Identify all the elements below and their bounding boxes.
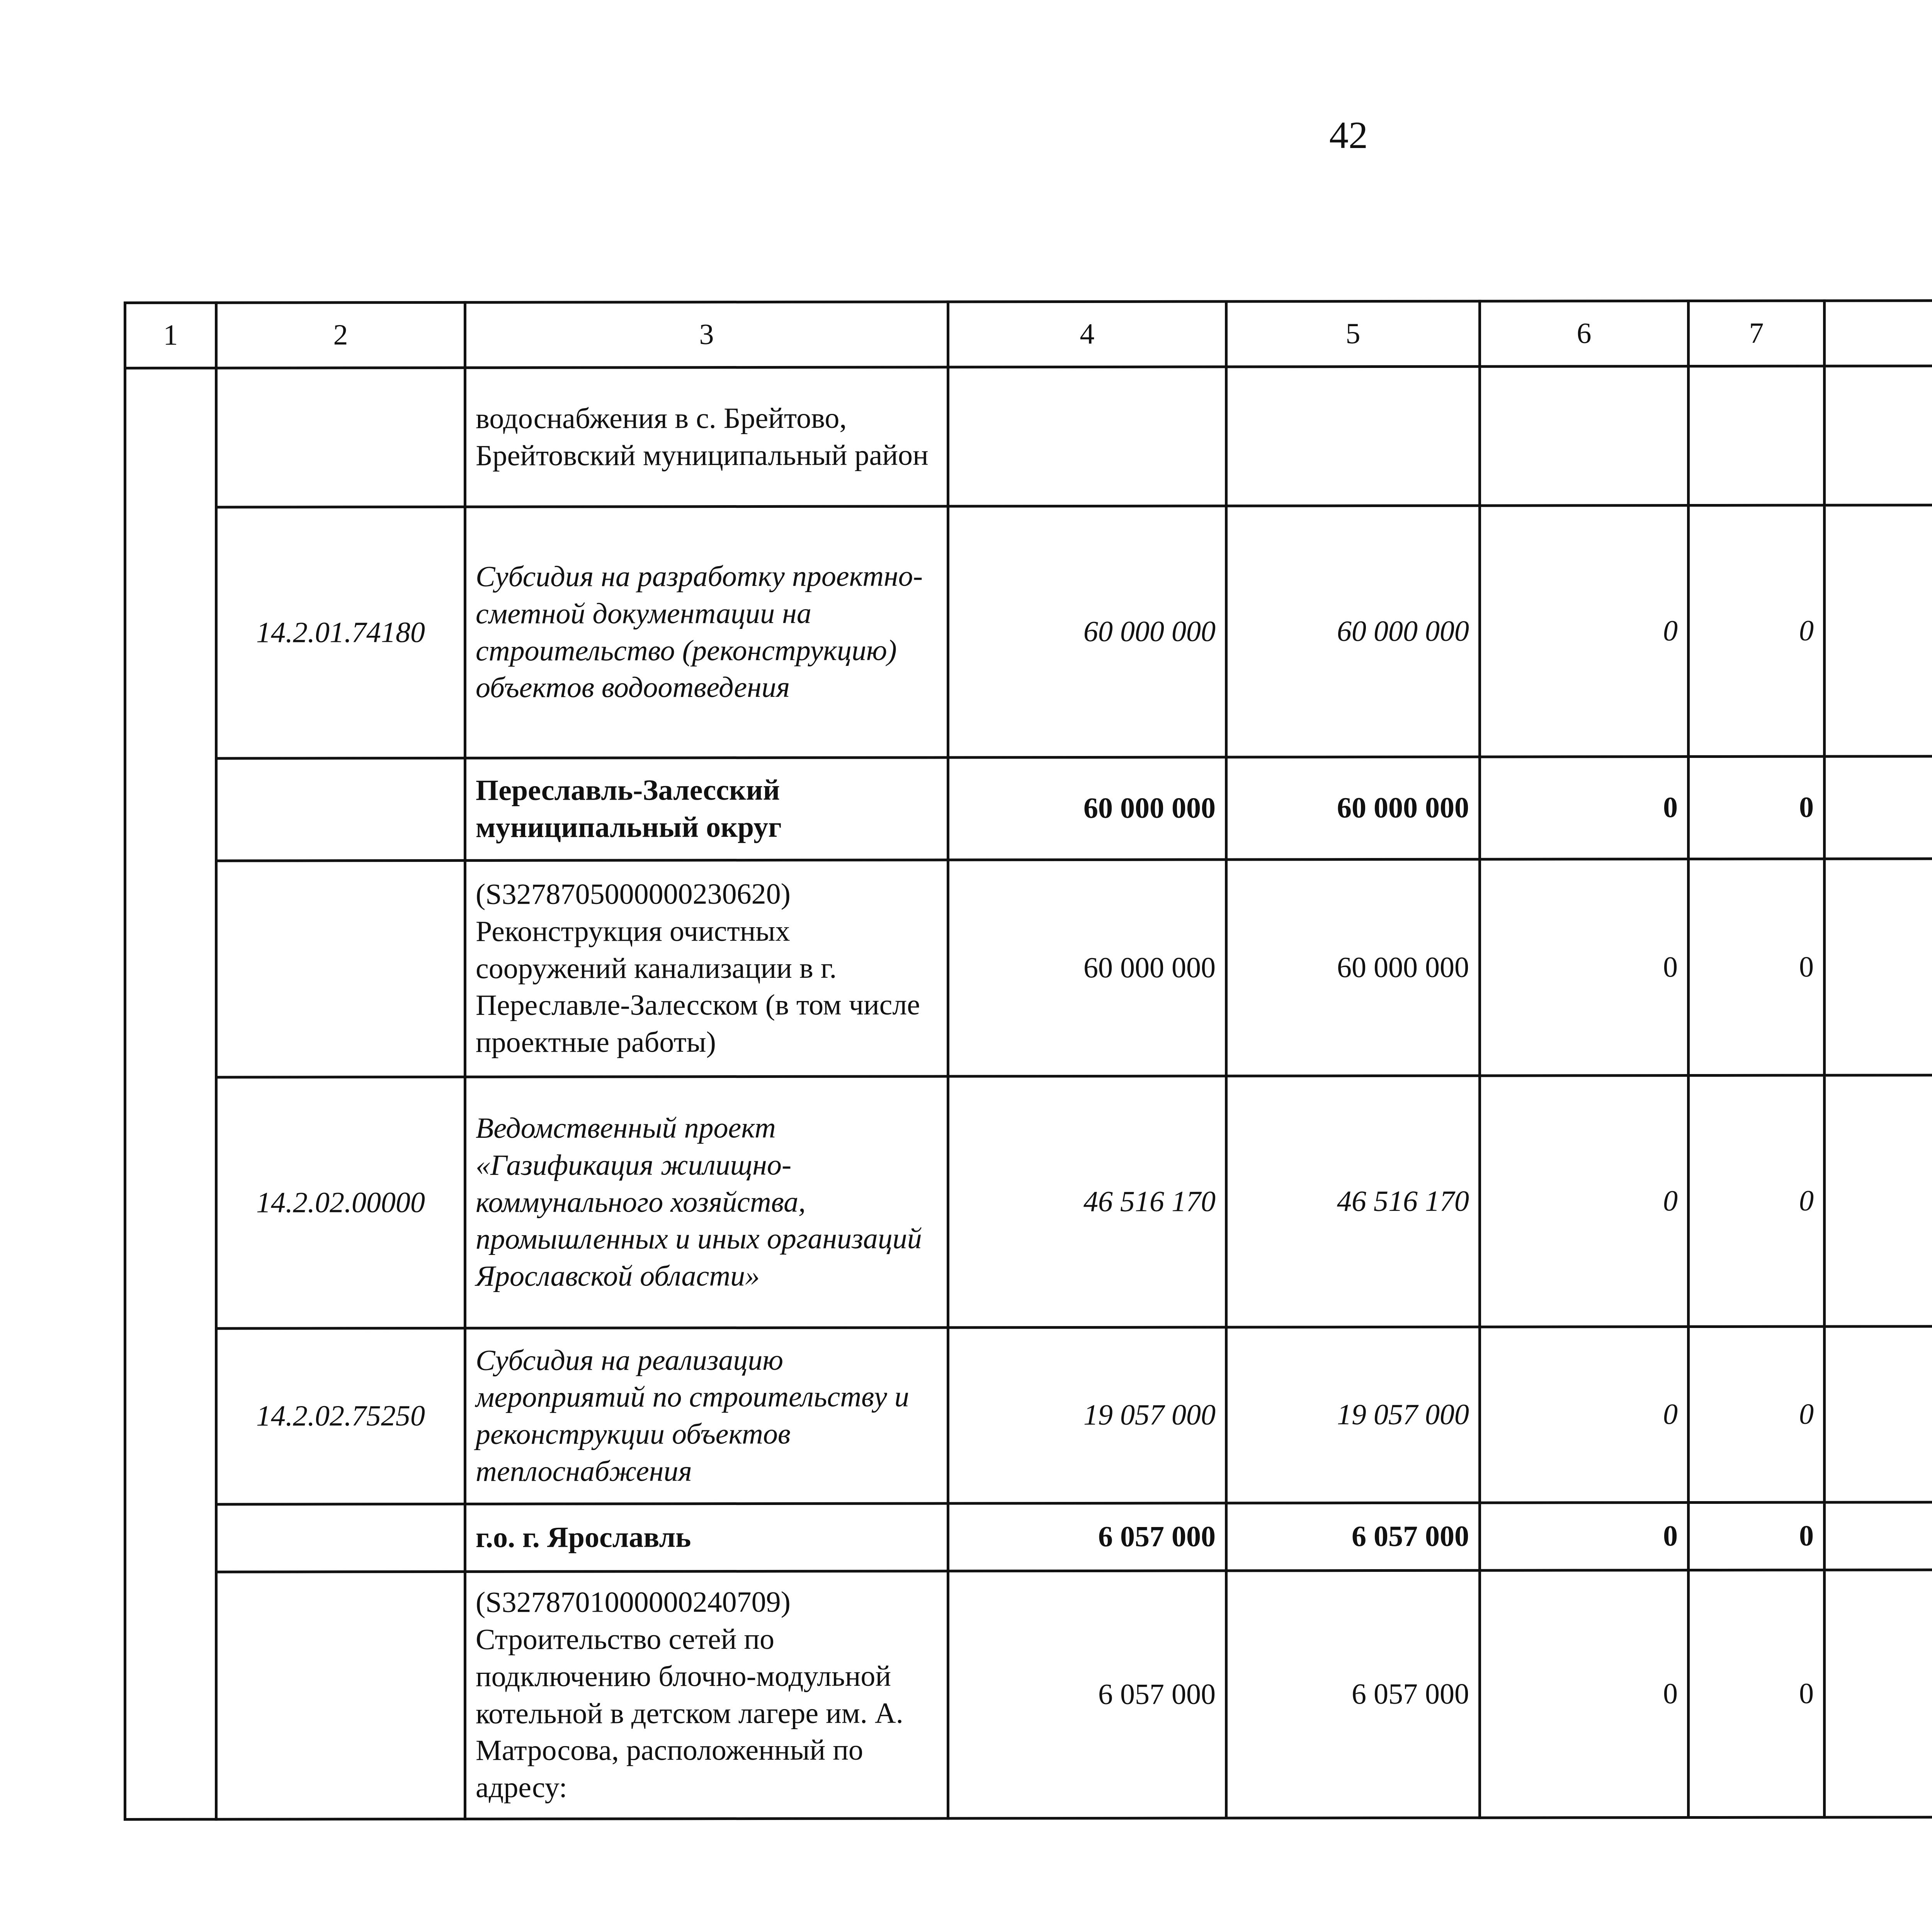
value-cell-col-5: 19 057 000 (1226, 1327, 1480, 1503)
value-cell-col-8 (1825, 1502, 1932, 1570)
value-cell-col-7: 0 (1689, 1570, 1825, 1817)
value-cell-col-5: 46 516 170 (1226, 1076, 1480, 1327)
value-cell-col-6: 0 (1480, 506, 1689, 757)
value-cell-col-8 (1825, 858, 1932, 1075)
code-cell (216, 860, 465, 1077)
value-cell-col-4: 60 000 000 (948, 757, 1226, 860)
value-cell-col-7: 0 (1689, 1075, 1825, 1326)
value-cell-col-8 (1825, 756, 1932, 859)
value-cell-col-4: 6 057 000 (948, 1503, 1226, 1571)
value-cell-col-7: 0 (1689, 505, 1825, 756)
table-row (125, 365, 1932, 507)
value-cell-col-6: 0 (1480, 1076, 1689, 1327)
table-row (125, 1569, 1932, 1820)
value-cell-col-8 (1825, 1570, 1932, 1817)
value-cell-col-6: 0 (1480, 1327, 1689, 1503)
column-header: 3 (465, 302, 948, 368)
code-cell: 14.2.02.75250 (216, 1328, 465, 1504)
value-cell-col-8 (1825, 505, 1932, 756)
value-cell-col-4: 19 057 000 (948, 1327, 1226, 1503)
column-header: 5 (1226, 301, 1480, 367)
table-row (125, 504, 1932, 759)
name-cell: Переславль-Залесский муниципальный округ (465, 758, 948, 861)
column-header (1825, 300, 1932, 366)
value-cell-col-5 (1226, 366, 1480, 506)
table-row (125, 1326, 1932, 1505)
value-cell-col-7 (1689, 366, 1825, 505)
name-cell: (S3278701000000240709) Строительство сетей по подключению блочно-модульной котельной в детском лагере им. А. Матросова, расположенный по адресу: (465, 1571, 948, 1819)
value-cell-col-4: 6 057 000 (948, 1571, 1226, 1818)
code-cell (216, 1571, 465, 1819)
name-cell: г.о. г. Ярославль (465, 1503, 948, 1572)
value-cell-col-6 (1480, 366, 1689, 506)
table-body (125, 365, 1932, 1820)
value-cell-col-5: 60 000 000 (1226, 506, 1480, 757)
column-header: 4 (948, 301, 1226, 367)
value-cell-col-7: 0 (1689, 1326, 1825, 1502)
name-cell: Ведомственный проект «Газификация жилищно-коммунального хозяйства, промышленных и иных организаций Ярославской области» (465, 1076, 948, 1328)
table-row (125, 858, 1932, 1078)
table-row (125, 1502, 1932, 1572)
value-cell-col-5: 6 057 000 (1226, 1570, 1480, 1818)
value-cell-col-7: 0 (1689, 1502, 1825, 1570)
value-cell-col-8 (1825, 1326, 1932, 1502)
value-cell-col-5: 60 000 000 (1226, 757, 1480, 860)
name-cell: Субсидия на реализацию мероприятий по строительству и реконструкции объектов теплоснабжения (465, 1328, 948, 1504)
table-row (125, 1074, 1932, 1329)
value-cell-col-4: 60 000 000 (948, 506, 1226, 758)
table-row (125, 756, 1932, 861)
code-cell: 14.2.01.74180 (216, 507, 465, 758)
column-header: 7 (1689, 301, 1825, 366)
value-cell-col-6: 0 (1480, 1503, 1689, 1571)
value-cell-col-5: 6 057 000 (1226, 1503, 1480, 1571)
value-cell-col-7: 0 (1689, 859, 1825, 1075)
name-cell: водоснабжения в с. Брейтово, Брейтовский муниципальный район (465, 367, 948, 507)
column-header: 6 (1480, 301, 1689, 367)
table-header (125, 300, 1932, 368)
code-cell (216, 758, 465, 861)
value-cell-col-4 (948, 367, 1226, 506)
name-cell: (S3278705000000230620) Реконструкция очистных сооружений канализации в г. Переславле-Залесском (в том числе проектные работы) (465, 860, 948, 1077)
value-cell-col-8 (1825, 366, 1932, 505)
value-cell-col-5: 60 000 000 (1226, 859, 1480, 1076)
value-cell-col-6: 0 (1480, 859, 1689, 1076)
code-cell (216, 1504, 465, 1572)
page-number: 42 (1329, 114, 1368, 157)
name-cell: Субсидия на разработку проектно-сметной документации на строительство (реконструкцию) объектов водоотведения (465, 506, 948, 758)
value-cell-col-6: 0 (1480, 757, 1689, 860)
value-cell-col-6: 0 (1480, 1570, 1689, 1818)
budget-table (124, 298, 1932, 1821)
value-cell-col-7: 0 (1689, 756, 1825, 859)
column-header: 2 (216, 302, 465, 368)
row-index-cell (125, 368, 216, 1819)
value-cell-col-4: 46 516 170 (948, 1076, 1226, 1328)
value-cell-col-8 (1825, 1075, 1932, 1326)
header-row (125, 300, 1932, 368)
code-cell (216, 368, 465, 507)
value-cell-col-4: 60 000 000 (948, 860, 1226, 1076)
column-header: 1 (125, 303, 216, 368)
code-cell: 14.2.02.00000 (216, 1077, 465, 1328)
